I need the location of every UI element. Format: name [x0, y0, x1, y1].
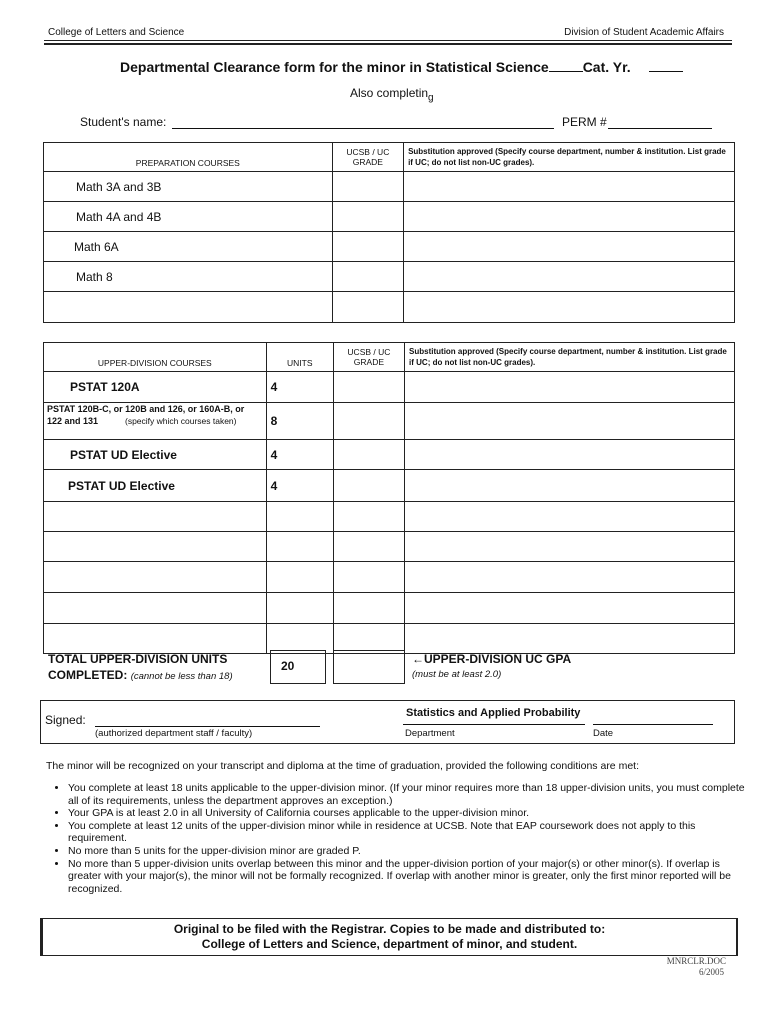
- list-item: • You complete at least 18 units applicable to the upper-division minor. (If your minor requires more than 18 upper-division units, you must complete all of its requirements, unless the department approves an exception.): [68, 782, 748, 807]
- upper-units-cell[interactable]: [266, 624, 333, 654]
- table-row: [44, 532, 735, 562]
- upper-course: PSTAT UD Elective: [68, 478, 175, 493]
- prep-sub-cell[interactable]: [404, 172, 735, 202]
- prep-course-cell: [44, 202, 333, 232]
- perm-field[interactable]: [608, 128, 712, 129]
- table-row: [44, 624, 735, 654]
- upper-course: PSTAT 120B-C, or 120B and 126, or 160A-B, or 122 and 131: [47, 404, 245, 426]
- upper-grade-header-text: UCSB / UC GRADE: [347, 347, 391, 367]
- table-row: [44, 292, 735, 323]
- upper-course-cell[interactable]: [44, 532, 267, 562]
- prep-course-cell: [44, 232, 333, 262]
- prep-course-cell: [44, 292, 333, 323]
- distribution-line-2: College of Letters and Science, department of minor, and student.: [201, 937, 578, 951]
- upper-units: 4: [270, 447, 278, 462]
- signed-label: Signed:: [45, 713, 86, 727]
- table-row: [44, 470, 735, 502]
- upper-sub-header: [405, 343, 735, 372]
- upper-course: PSTAT 120A: [70, 380, 140, 394]
- table-row: [44, 593, 735, 624]
- table-row: [44, 403, 735, 440]
- upper-division-table: [43, 342, 735, 654]
- header-rule-2: [44, 43, 732, 45]
- prep-sub-header-text: Substitution approved (Specify course department, number & institution. List grade if UC; do not list non-UC grades).: [408, 147, 726, 167]
- upper-course-cell[interactable]: [44, 624, 267, 654]
- header-college: College of Letters and Science: [48, 27, 185, 38]
- gpa-box[interactable]: [333, 650, 405, 684]
- prep-sub-cell[interactable]: [404, 292, 735, 323]
- title-main: Departmental Clearance form for the minor in Statistical Science: [120, 59, 549, 75]
- total-units-note: (cannot be less than 18): [130, 671, 233, 682]
- upper-units-cell: [266, 372, 333, 403]
- prep-sub-cell[interactable]: [404, 202, 735, 232]
- table-row: [44, 262, 735, 292]
- upper-course-cell: [44, 440, 267, 470]
- upper-sub-cell[interactable]: [405, 440, 735, 470]
- prep-grade-cell[interactable]: [332, 262, 403, 292]
- upper-units-header-text: UNITS: [286, 358, 313, 368]
- upper-units-cell[interactable]: [266, 532, 333, 562]
- prep-header: [44, 143, 333, 172]
- cat-yr-blank[interactable]: [649, 59, 683, 72]
- table-row: [44, 562, 735, 593]
- signed-note: (authorized department staff / faculty): [95, 728, 253, 739]
- doc-id: MNRCLR.DOC: [666, 956, 726, 966]
- prep-sub-cell[interactable]: [404, 262, 735, 292]
- upper-grade-cell[interactable]: [333, 532, 404, 562]
- total-units-label: [48, 651, 233, 685]
- upper-course-note: (specify which courses taken): [125, 416, 237, 426]
- distribution-line-1: Original to be filed with the Registrar. Copies to be made and distributed to:: [173, 922, 606, 936]
- prep-course: Math 8: [76, 269, 113, 284]
- list-item: • Your GPA is at least 2.0 in all University of California courses applicable to the upper-division minor.: [68, 807, 748, 820]
- table-row: [44, 372, 735, 403]
- upper-grade-cell[interactable]: [333, 440, 404, 470]
- prep-course: Math 6A: [74, 239, 119, 254]
- upper-grade-cell[interactable]: [333, 624, 404, 654]
- upper-course-cell[interactable]: [44, 562, 267, 593]
- table-row: [44, 172, 735, 202]
- perm-label: PERM #: [562, 115, 607, 129]
- signature-box: [40, 700, 735, 744]
- upper-units: 4: [270, 478, 278, 493]
- title-cat-yr: Cat. Yr.: [582, 59, 631, 75]
- gpa-label: [412, 652, 571, 682]
- upper-grade-header: [333, 343, 404, 372]
- header-rule: [44, 40, 732, 41]
- department-line[interactable]: [403, 724, 585, 725]
- table-row: [44, 202, 735, 232]
- prep-grade-cell[interactable]: [332, 292, 403, 323]
- also-completing-text: Also completin: [350, 86, 429, 100]
- upper-units-cell[interactable]: [266, 562, 333, 593]
- upper-grade-cell[interactable]: [333, 372, 404, 403]
- upper-grade-cell[interactable]: [333, 403, 404, 440]
- upper-header-text: UPPER-DIVISION COURSES: [97, 358, 212, 368]
- department-value: Statistics and Applied Probability: [406, 707, 581, 719]
- upper-course-cell[interactable]: [44, 593, 267, 624]
- upper-units-cell[interactable]: [266, 593, 333, 624]
- list-item: • You complete at least 12 units of the upper-division minor while in residence at UCSB. Note that EAP coursework does not apply to this requirement.: [68, 820, 748, 845]
- date-label: Date: [593, 728, 614, 739]
- upper-sub-cell[interactable]: [405, 372, 735, 403]
- student-name-label: Student's name:: [80, 115, 167, 129]
- upper-course-cell: [44, 470, 267, 502]
- header-division: Division of Student Academic Affairs: [564, 27, 724, 38]
- upper-sub-cell[interactable]: [405, 470, 735, 502]
- upper-sub-cell[interactable]: [405, 502, 735, 532]
- also-completing-sub: g: [428, 92, 434, 104]
- prep-course-cell: [44, 262, 333, 292]
- prep-course: Math 4A and 4B: [76, 209, 162, 224]
- list-item: • No more than 5 upper-division units overlap between this minor and the upper-division portion of your major(s) or other minor(s). If overlap is greater with your major(s), the minor will not be formally recognized. If overlap with another minor is greater, only the first minor reported will be recognized.: [68, 858, 748, 896]
- upper-course: PSTAT UD Elective: [70, 447, 177, 462]
- prep-course: Math 3A and 3B: [76, 179, 162, 194]
- upper-sub-cell[interactable]: [405, 562, 735, 593]
- table-row: [44, 502, 735, 532]
- prep-grade-cell[interactable]: [332, 202, 403, 232]
- upper-grade-cell[interactable]: [333, 593, 404, 624]
- upper-grade-cell[interactable]: [333, 502, 404, 532]
- preparation-table: [43, 142, 735, 323]
- distribution-box: [40, 918, 738, 956]
- prep-course-cell: [44, 172, 333, 202]
- upper-units-header: [266, 343, 333, 372]
- upper-course-cell: [44, 372, 267, 403]
- table-row: [44, 232, 735, 262]
- gpa-label-text: ←UPPER-DIVISION UC GPA: [412, 652, 572, 666]
- total-units-label-1: TOTAL UPPER-DIVISION UNITS: [48, 652, 228, 666]
- prep-sub-header: [404, 143, 735, 172]
- also-completing: [350, 86, 434, 103]
- upper-grade-cell[interactable]: [333, 562, 404, 593]
- upper-sub-cell[interactable]: [405, 593, 735, 624]
- student-name-field[interactable]: [172, 128, 554, 129]
- date-line[interactable]: [593, 724, 713, 725]
- upper-sub-cell[interactable]: [405, 532, 735, 562]
- prep-header-text: PREPARATION COURSES: [135, 158, 240, 168]
- title-blank[interactable]: [549, 59, 583, 72]
- upper-units-cell: [266, 470, 333, 502]
- prep-grade-header: [332, 143, 403, 172]
- department-label: Department: [405, 728, 455, 739]
- signed-line[interactable]: [95, 726, 320, 727]
- upper-units-cell[interactable]: [266, 502, 333, 532]
- upper-units: 8: [270, 414, 278, 428]
- upper-sub-header-text: Substitution approved (Specify course department, number & institution. List grade if UC; do not list non-UC grades).: [409, 347, 727, 367]
- upper-course-cell: [44, 403, 267, 440]
- prep-grade-cell[interactable]: [332, 232, 403, 262]
- page-title: [120, 59, 683, 75]
- upper-header: [44, 343, 267, 372]
- list-item: • No more than 5 units for the upper-division minor are graded P.: [68, 845, 748, 858]
- table-row: [44, 440, 735, 470]
- upper-units: 4: [270, 380, 278, 394]
- prep-sub-cell[interactable]: [404, 232, 735, 262]
- upper-grade-cell[interactable]: [333, 470, 404, 502]
- upper-sub-cell[interactable]: [405, 403, 735, 440]
- total-units-label-2: COMPLETED:: [48, 668, 128, 682]
- total-units-box[interactable]: [270, 650, 326, 684]
- total-units-value: 20: [281, 659, 295, 673]
- upper-course-cell[interactable]: [44, 502, 267, 532]
- upper-sub-cell[interactable]: [405, 624, 735, 654]
- doc-date: 6/2005: [698, 967, 724, 977]
- gpa-note: (must be at least 2.0): [412, 669, 502, 680]
- prep-grade-header-text: UCSB / UC GRADE: [346, 147, 390, 167]
- conditions-list: [46, 782, 748, 895]
- prep-grade-cell[interactable]: [332, 172, 403, 202]
- upper-units-cell: [266, 440, 333, 470]
- conditions-intro: The minor will be recognized on your transcript and diploma at the time of graduation, provided the following conditions are met:: [46, 760, 639, 772]
